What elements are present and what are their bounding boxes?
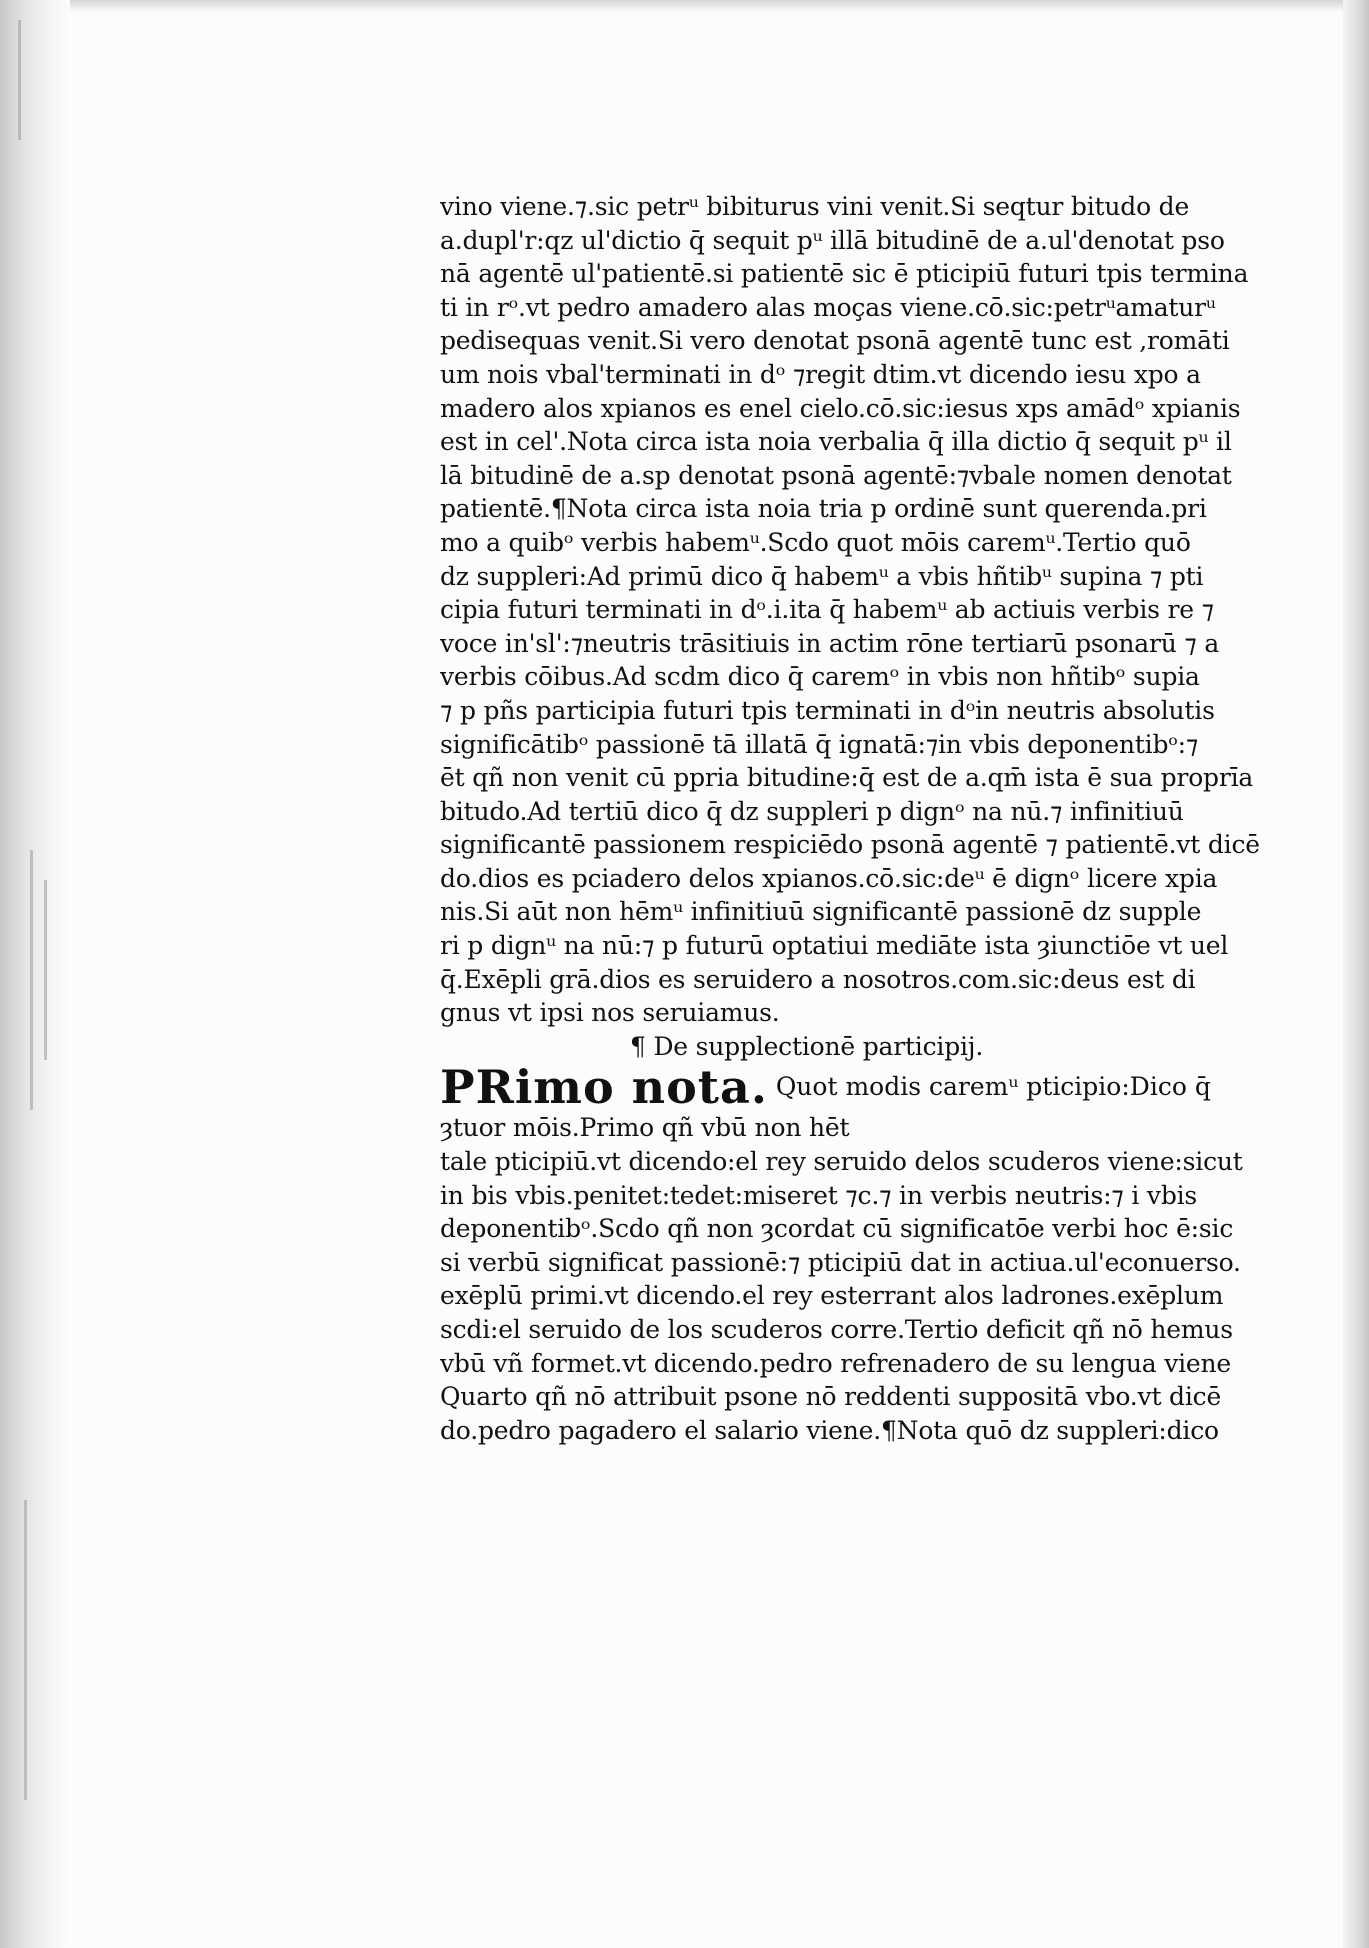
- scan-right-edge: [1343, 0, 1369, 1948]
- text-line: um nois vbal'terminati in dᵒ ⁊regit dtim.vt dicendo iesu xpo a: [440, 359, 1201, 389]
- text-line: ȝtuor mōis.Primo qñ vbū non hēt: [440, 1113, 850, 1143]
- text-line: a.dupl'r:qz ul'dictio q̄ sequit pᵘ illā bitudinē de a.ul'denotat pso: [440, 225, 1225, 255]
- text-line: vino viene.⁊.sic petrᵘ bibiturus vini venit.Si seqtur bitudo de: [440, 192, 1190, 221]
- text-line: verbis cōibus.Ad scdm dico q̄ caremᵒ in vbis non hñtibᵒ supia: [440, 662, 1200, 692]
- text-line: si verbū significat passionē:⁊ pticipiū dat in actiua.ul'econuerso.: [440, 1247, 1241, 1277]
- decorated-initial-words: PRimo nota.: [440, 1063, 768, 1112]
- text-line: do.pedro pagadero el salario viene.¶Nota quō dz suppleri:dico: [440, 1415, 1219, 1445]
- text-line: cipia futuri terminati in dᵒ.i.ita q̄ habemᵘ ab actiuis verbis re ⁊: [440, 595, 1214, 625]
- gutter-streak: [24, 1500, 27, 1800]
- text-line: tale pticipiū.vt dicendo:el rey seruido delos scuderos viene:sicut: [440, 1147, 1243, 1177]
- gutter-streak: [18, 20, 21, 140]
- binding-gutter-shadow: [0, 0, 70, 1948]
- text-line: significantē passionem respiciēdo psonā agentē ⁊ patientē.vt dicē: [440, 830, 1260, 860]
- text-line: patientē.¶Nota circa ista noia tria p ordinē sunt querenda.pri: [440, 494, 1207, 524]
- text-line: dz suppleri:Ad primū dico q̄ habemᵘ a vbis hñtibᵘ supina ⁊ pti: [440, 561, 1204, 591]
- text-line: ti in rᵒ.vt pedro amadero alas moças viene.cō.sic:petrᵘamaturᵘ: [440, 292, 1216, 322]
- text-line: bitudo.Ad tertiū dico q̄ dz suppleri p dignᵒ na nū.⁊ infinitiuū: [440, 796, 1184, 826]
- paragraph-before-heading: [440, 190, 1260, 1030]
- paragraph-after-heading: [440, 1111, 1260, 1447]
- text-line: ri p dignᵘ na nū:⁊ p futurū optatiui mediāte ista ȝiunctiōe vt uel: [440, 931, 1229, 961]
- text-line: gnus vt ipsi nos seruiamus.: [440, 998, 780, 1028]
- initial-line: [440, 1063, 1260, 1111]
- text-line: est in cel'.Nota circa ista noia verbalia q̄ illa dictio q̄ sequit pᵘ il: [440, 427, 1232, 457]
- text-line: Quarto qñ nō attribuit psone nō reddenti suppositā vbo.vt dicē: [440, 1382, 1222, 1412]
- gutter-streak: [44, 880, 47, 1060]
- text-line: q̄.Exēpli grā.dios es seruidero a nosotros.com.sic:deus est di: [440, 964, 1196, 994]
- text-line: nā agentē ul'patientē.si patientē sic ē pticipiū futuri tpis termina: [440, 259, 1249, 289]
- text-line: lā bitudinē de a.sp denotat psonā agentē:⁊vbale nomen denotat: [440, 460, 1232, 490]
- text-line: exēplū primi.vt dicendo.el rey esterrant alos ladrones.exēplum: [440, 1281, 1224, 1311]
- scan-top-edge: [0, 0, 1369, 12]
- text-line: do.dios es pciadero delos xpianos.cō.sic:deᵘ ē dignᵒ licere xpia: [440, 863, 1218, 893]
- text-line: nis.Si aūt non hēmᵘ infinitiuū significantē passionē dz supple: [440, 897, 1202, 927]
- text-line: voce in'sl':⁊neutris trāsitiuis in actim rōne tertiarū psonarū ⁊ a: [440, 628, 1220, 658]
- text-line: pedisequas venit.Si vero denotat psonā agentē tunc est ,romāti: [440, 326, 1230, 356]
- text-line: significātibᵒ passionē tā illatā q̄ ignatā:⁊in vbis deponentibᵒ:⁊: [440, 729, 1199, 759]
- initial-line-text: Quot modis caremᵘ pticipio:Dico q̄: [775, 1072, 1211, 1102]
- gutter-streak: [30, 850, 33, 1110]
- section-heading: ¶ De supplectionē participij.: [630, 1031, 984, 1061]
- text-line: deponentibᵒ.Scdo qñ non ȝcordat cū significatōe verbi hoc ē:sic: [440, 1214, 1234, 1244]
- text-line: ēt qñ non venit cū ppria bitudine:q̄ est de a.qm̄ ista ē sua proprīa: [440, 763, 1254, 793]
- text-line: in bis vbis.penitet:tedet:miseret ⁊c.⁊ in verbis neutris:⁊ i vbis: [440, 1180, 1198, 1210]
- text-line: mo a quibᵒ verbis habemᵘ.Scdo quot mōis caremᵘ.Tertio quō: [440, 527, 1191, 557]
- text-line: scdi:el seruido de los scuderos corre.Tertio deficit qñ nō hemus: [440, 1315, 1233, 1344]
- text-line: madero alos xpianos es enel cielo.cō.sic:iesus xps amādᵒ xpianis: [440, 393, 1241, 423]
- text-line: ⁊ p pñs participia futuri tpis terminati in dᵒin neutris absolutis: [440, 695, 1215, 725]
- main-text-column: [440, 190, 1260, 1447]
- text-line: vbū vñ formet.vt dicendo.pedro refrenadero de su lengua viene: [440, 1348, 1231, 1378]
